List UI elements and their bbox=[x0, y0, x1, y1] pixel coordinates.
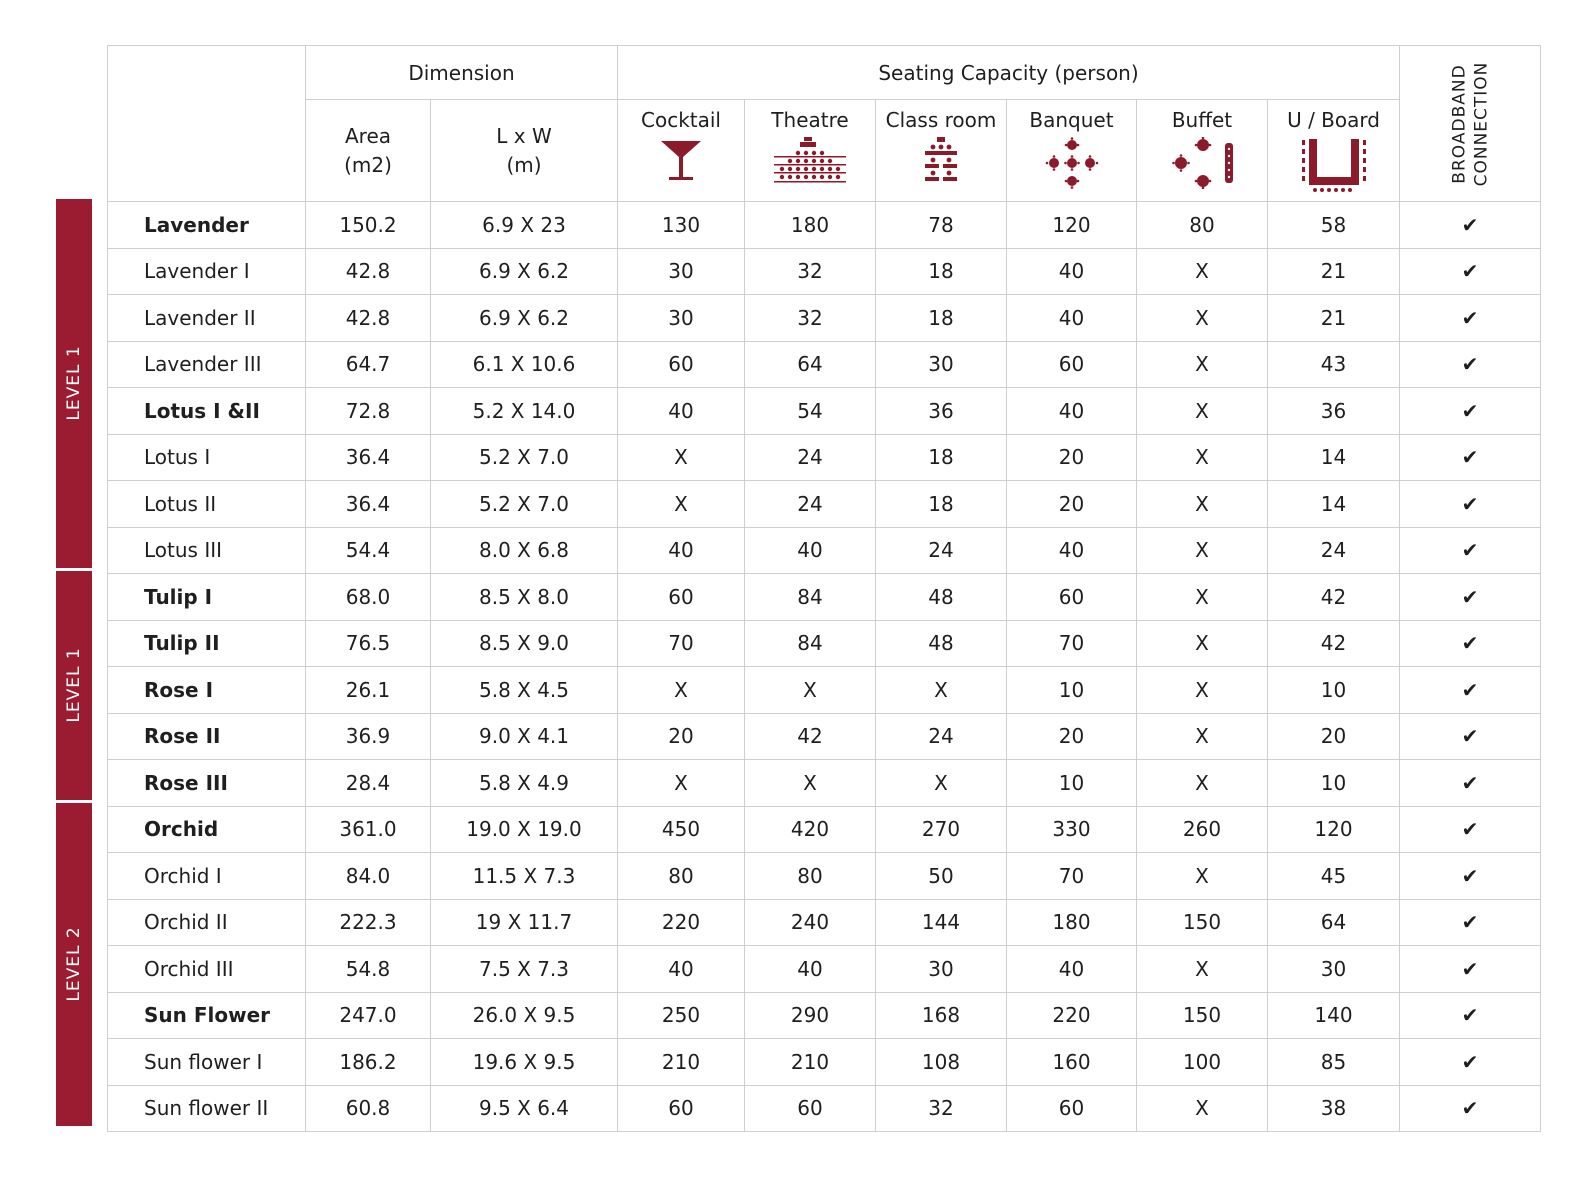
cocktail-cell: 60 bbox=[618, 341, 745, 388]
table-row bbox=[108, 248, 1541, 295]
classroom-cell: 270 bbox=[876, 806, 1007, 853]
buffet-tables-icon bbox=[1169, 137, 1235, 189]
theatre-cell: 290 bbox=[745, 992, 876, 1039]
classroom-cell: 18 bbox=[876, 434, 1007, 481]
banquet-cell: 60 bbox=[1007, 574, 1137, 621]
banquet-cell: 20 bbox=[1007, 434, 1137, 481]
classroom-cell: 48 bbox=[876, 574, 1007, 621]
cocktail-cell: 30 bbox=[618, 295, 745, 342]
theatre-cell: 80 bbox=[745, 853, 876, 900]
table-row bbox=[108, 899, 1541, 946]
cocktail-cell: 130 bbox=[618, 202, 745, 249]
room-name: Rose I bbox=[108, 667, 306, 714]
uboard-cell: 45 bbox=[1268, 853, 1400, 900]
theatre-cell: 180 bbox=[745, 202, 876, 249]
buffet-cell: 100 bbox=[1137, 1039, 1268, 1086]
banquet-cell: 60 bbox=[1007, 341, 1137, 388]
classroom-cell: 24 bbox=[876, 713, 1007, 760]
banquet-cell: 10 bbox=[1007, 760, 1137, 807]
broadband-check-icon: ✔ bbox=[1400, 574, 1541, 621]
theatre-cell: 42 bbox=[745, 713, 876, 760]
table-row bbox=[108, 760, 1541, 807]
theatre-cell: X bbox=[745, 760, 876, 807]
room-name: Lotus II bbox=[108, 481, 306, 528]
lxw-cell: 6.1 X 10.6 bbox=[431, 341, 618, 388]
theatre-cell: 60 bbox=[745, 1085, 876, 1132]
broadband-line-2: CONNECTION bbox=[1471, 61, 1492, 186]
broadband-check-icon: ✔ bbox=[1400, 620, 1541, 667]
uboard-cell: 10 bbox=[1268, 760, 1400, 807]
broadband-check-icon: ✔ bbox=[1400, 248, 1541, 295]
buffet-cell: 80 bbox=[1137, 202, 1268, 249]
classroom-cell: 48 bbox=[876, 620, 1007, 667]
room-name: Sun flower I bbox=[108, 1039, 306, 1086]
buffet-cell: 150 bbox=[1137, 899, 1268, 946]
broadband-check-icon: ✔ bbox=[1400, 899, 1541, 946]
lxw-cell: 8.0 X 6.8 bbox=[431, 527, 618, 574]
room-name: Lotus III bbox=[108, 527, 306, 574]
buffet-cell: X bbox=[1137, 1085, 1268, 1132]
table-row bbox=[108, 1085, 1541, 1132]
area-cell: 361.0 bbox=[306, 806, 431, 853]
buffet-cell: X bbox=[1137, 248, 1268, 295]
level-label: LEVEL 1 bbox=[64, 647, 84, 723]
room-name: Lavender II bbox=[108, 295, 306, 342]
lxw-cell: 9.0 X 4.1 bbox=[431, 713, 618, 760]
room-name: Orchid II bbox=[108, 899, 306, 946]
banquet-tables-icon bbox=[1042, 137, 1102, 189]
banquet-cell: 10 bbox=[1007, 667, 1137, 714]
capacity-table bbox=[107, 45, 1541, 1132]
table-row bbox=[108, 667, 1541, 714]
classroom-cell: 108 bbox=[876, 1039, 1007, 1086]
broadband-line-1: BROADBAND bbox=[1449, 63, 1470, 184]
table-row bbox=[108, 527, 1541, 574]
uboard-cell: 24 bbox=[1268, 527, 1400, 574]
cocktail-cell: 70 bbox=[618, 620, 745, 667]
area-cell: 54.8 bbox=[306, 946, 431, 993]
banquet-cell: 220 bbox=[1007, 992, 1137, 1039]
uboard-cell: 85 bbox=[1268, 1039, 1400, 1086]
area-cell: 76.5 bbox=[306, 620, 431, 667]
broadband-check-icon: ✔ bbox=[1400, 1039, 1541, 1086]
broadband-check-icon: ✔ bbox=[1400, 853, 1541, 900]
theatre-cell: 64 bbox=[745, 341, 876, 388]
broadband-check-icon: ✔ bbox=[1400, 667, 1541, 714]
table-row bbox=[108, 574, 1541, 621]
broadband-check-icon: ✔ bbox=[1400, 806, 1541, 853]
room-name: Lotus I &II bbox=[108, 388, 306, 435]
buffet-cell: X bbox=[1137, 946, 1268, 993]
theatre-cell: 210 bbox=[745, 1039, 876, 1086]
area-cell: 84.0 bbox=[306, 853, 431, 900]
classroom-cell: 24 bbox=[876, 527, 1007, 574]
area-cell: 150.2 bbox=[306, 202, 431, 249]
uboard-cell: 36 bbox=[1268, 388, 1400, 435]
banquet-cell: 160 bbox=[1007, 1039, 1137, 1086]
buffet-cell: 150 bbox=[1137, 992, 1268, 1039]
lxw-cell: 19.6 X 9.5 bbox=[431, 1039, 618, 1086]
level-bar bbox=[56, 199, 92, 568]
uboard-cell: 10 bbox=[1268, 667, 1400, 714]
area-cell: 186.2 bbox=[306, 1039, 431, 1086]
room-name: Orchid I bbox=[108, 853, 306, 900]
lxw-cell: 5.2 X 14.0 bbox=[431, 388, 618, 435]
cocktail-cell: X bbox=[618, 667, 745, 714]
lxw-cell: 5.8 X 4.9 bbox=[431, 760, 618, 807]
cocktail-cell: 40 bbox=[618, 527, 745, 574]
lxw-cell: 5.2 X 7.0 bbox=[431, 434, 618, 481]
classroom-cell: 50 bbox=[876, 853, 1007, 900]
buffet-cell: X bbox=[1137, 295, 1268, 342]
table-row bbox=[108, 1039, 1541, 1086]
area-cell: 60.8 bbox=[306, 1085, 431, 1132]
uboard-cell: 20 bbox=[1268, 713, 1400, 760]
corner-cell bbox=[108, 46, 306, 202]
room-name: Lavender bbox=[108, 202, 306, 249]
classroom-header bbox=[876, 100, 1007, 202]
classroom-cell: 18 bbox=[876, 248, 1007, 295]
room-name: Orchid bbox=[108, 806, 306, 853]
lxw-cell: 6.9 X 6.2 bbox=[431, 248, 618, 295]
theatre-cell: 54 bbox=[745, 388, 876, 435]
lxw-cell: 19.0 X 19.0 bbox=[431, 806, 618, 853]
buffet-cell: X bbox=[1137, 667, 1268, 714]
area-cell: 72.8 bbox=[306, 388, 431, 435]
lxw-cell: 7.5 X 7.3 bbox=[431, 946, 618, 993]
buffet-cell: X bbox=[1137, 760, 1268, 807]
table-row bbox=[108, 481, 1541, 528]
theatre-cell: 24 bbox=[745, 481, 876, 528]
buffet-cell: X bbox=[1137, 481, 1268, 528]
room-name: Sun Flower bbox=[108, 992, 306, 1039]
broadband-check-icon: ✔ bbox=[1400, 992, 1541, 1039]
lxw-cell: 19 X 11.7 bbox=[431, 899, 618, 946]
broadband-check-icon: ✔ bbox=[1400, 527, 1541, 574]
broadband-check-icon: ✔ bbox=[1400, 202, 1541, 249]
broadband-check-icon: ✔ bbox=[1400, 946, 1541, 993]
theatre-cell: 40 bbox=[745, 527, 876, 574]
banquet-cell: 120 bbox=[1007, 202, 1137, 249]
broadband-check-icon: ✔ bbox=[1400, 713, 1541, 760]
classroom-cell: 18 bbox=[876, 295, 1007, 342]
cocktail-label: Cocktail bbox=[641, 108, 721, 132]
level-label: LEVEL 2 bbox=[64, 926, 84, 1002]
lxw-header bbox=[431, 100, 618, 202]
level-bar bbox=[56, 803, 92, 1126]
banquet-cell: 40 bbox=[1007, 388, 1137, 435]
lxw-cell: 11.5 X 7.3 bbox=[431, 853, 618, 900]
cocktail-cell: 220 bbox=[618, 899, 745, 946]
theatre-cell: X bbox=[745, 667, 876, 714]
lxw-cell: 6.9 X 6.2 bbox=[431, 295, 618, 342]
table-row bbox=[108, 388, 1541, 435]
broadband-check-icon: ✔ bbox=[1400, 481, 1541, 528]
cocktail-header bbox=[618, 100, 745, 202]
theatre-cell: 32 bbox=[745, 295, 876, 342]
uboard-cell: 140 bbox=[1268, 992, 1400, 1039]
uboard-cell: 58 bbox=[1268, 202, 1400, 249]
banquet-cell: 20 bbox=[1007, 481, 1137, 528]
uboard-cell: 21 bbox=[1268, 248, 1400, 295]
classroom-cell: 18 bbox=[876, 481, 1007, 528]
theatre-cell: 240 bbox=[745, 899, 876, 946]
room-name: Lavender III bbox=[108, 341, 306, 388]
banquet-cell: 70 bbox=[1007, 853, 1137, 900]
room-name: Tulip II bbox=[108, 620, 306, 667]
room-name: Orchid III bbox=[108, 946, 306, 993]
room-name: Lotus I bbox=[108, 434, 306, 481]
lxw-cell: 8.5 X 9.0 bbox=[431, 620, 618, 667]
classroom-cell: X bbox=[876, 667, 1007, 714]
classroom-label: Class room bbox=[885, 108, 997, 132]
buffet-cell: X bbox=[1137, 620, 1268, 667]
seating-capacity-header: Seating Capacity (person) bbox=[618, 46, 1400, 100]
area-unit: (m2) bbox=[344, 152, 392, 177]
banquet-label: Banquet bbox=[1029, 108, 1114, 132]
room-name: Sun flower II bbox=[108, 1085, 306, 1132]
dimension-header: Dimension bbox=[306, 46, 618, 100]
room-name: Rose III bbox=[108, 760, 306, 807]
buffet-header bbox=[1137, 100, 1268, 202]
theatre-header bbox=[745, 100, 876, 202]
area-cell: 26.1 bbox=[306, 667, 431, 714]
theatre-label: Theatre bbox=[771, 108, 849, 132]
lxw-cell: 26.0 X 9.5 bbox=[431, 992, 618, 1039]
area-cell: 54.4 bbox=[306, 527, 431, 574]
cocktail-cell: 450 bbox=[618, 806, 745, 853]
room-name: Tulip I bbox=[108, 574, 306, 621]
uboard-cell: 43 bbox=[1268, 341, 1400, 388]
uboard-cell: 42 bbox=[1268, 620, 1400, 667]
classroom-cell: 32 bbox=[876, 1085, 1007, 1132]
table-row bbox=[108, 295, 1541, 342]
uboard-cell: 14 bbox=[1268, 434, 1400, 481]
buffet-cell: X bbox=[1137, 853, 1268, 900]
theatre-cell: 84 bbox=[745, 620, 876, 667]
banquet-cell: 60 bbox=[1007, 1085, 1137, 1132]
classroom-cell: 168 bbox=[876, 992, 1007, 1039]
buffet-label: Buffet bbox=[1171, 108, 1233, 132]
cocktail-cell: X bbox=[618, 434, 745, 481]
uboard-cell: 30 bbox=[1268, 946, 1400, 993]
classroom-cell: 144 bbox=[876, 899, 1007, 946]
area-cell: 64.7 bbox=[306, 341, 431, 388]
table-row bbox=[108, 713, 1541, 760]
cocktail-cell: 60 bbox=[618, 574, 745, 621]
theatre-cell: 420 bbox=[745, 806, 876, 853]
uboard-cell: 42 bbox=[1268, 574, 1400, 621]
classroom-cell: 36 bbox=[876, 388, 1007, 435]
buffet-cell: X bbox=[1137, 713, 1268, 760]
theatre-seating-icon bbox=[772, 137, 848, 187]
classroom-cell: 78 bbox=[876, 202, 1007, 249]
cocktail-cell: 80 bbox=[618, 853, 745, 900]
uboard-cell: 64 bbox=[1268, 899, 1400, 946]
table-row bbox=[108, 341, 1541, 388]
broadband-check-icon: ✔ bbox=[1400, 760, 1541, 807]
lxw-cell: 6.9 X 23 bbox=[431, 202, 618, 249]
lxw-cell: 9.5 X 6.4 bbox=[431, 1085, 618, 1132]
banquet-cell: 20 bbox=[1007, 713, 1137, 760]
area-cell: 42.8 bbox=[306, 295, 431, 342]
area-cell: 36.4 bbox=[306, 481, 431, 528]
area-header bbox=[306, 100, 431, 202]
level-bar bbox=[56, 571, 92, 801]
broadband-check-icon: ✔ bbox=[1400, 295, 1541, 342]
uboard-cell: 38 bbox=[1268, 1085, 1400, 1132]
cocktail-cell: X bbox=[618, 760, 745, 807]
room-name: Lavender I bbox=[108, 248, 306, 295]
cocktail-cell: 40 bbox=[618, 388, 745, 435]
cocktail-cell: 60 bbox=[618, 1085, 745, 1132]
uboard-cell: 14 bbox=[1268, 481, 1400, 528]
table-row bbox=[108, 434, 1541, 481]
table-row bbox=[108, 992, 1541, 1039]
buffet-cell: X bbox=[1137, 574, 1268, 621]
buffet-cell: X bbox=[1137, 434, 1268, 481]
broadband-check-icon: ✔ bbox=[1400, 388, 1541, 435]
banquet-cell: 70 bbox=[1007, 620, 1137, 667]
room-name: Rose II bbox=[108, 713, 306, 760]
uboard-cell: 120 bbox=[1268, 806, 1400, 853]
area-cell: 36.9 bbox=[306, 713, 431, 760]
banquet-cell: 40 bbox=[1007, 248, 1137, 295]
theatre-cell: 40 bbox=[745, 946, 876, 993]
buffet-cell: 260 bbox=[1137, 806, 1268, 853]
theatre-cell: 24 bbox=[745, 434, 876, 481]
level-label: LEVEL 1 bbox=[64, 345, 84, 421]
area-cell: 42.8 bbox=[306, 248, 431, 295]
u-shape-table-icon bbox=[1301, 137, 1367, 193]
banquet-cell: 40 bbox=[1007, 527, 1137, 574]
cocktail-cell: 20 bbox=[618, 713, 745, 760]
broadband-check-icon: ✔ bbox=[1400, 341, 1541, 388]
classroom-seating-icon bbox=[923, 137, 959, 187]
lxw-cell: 5.2 X 7.0 bbox=[431, 481, 618, 528]
area-cell: 28.4 bbox=[306, 760, 431, 807]
table-row bbox=[108, 202, 1541, 249]
buffet-cell: X bbox=[1137, 341, 1268, 388]
classroom-cell: 30 bbox=[876, 341, 1007, 388]
area-cell: 247.0 bbox=[306, 992, 431, 1039]
buffet-cell: X bbox=[1137, 388, 1268, 435]
table-row bbox=[108, 946, 1541, 993]
cocktail-cell: 40 bbox=[618, 946, 745, 993]
table-row bbox=[108, 620, 1541, 667]
banquet-cell: 330 bbox=[1007, 806, 1137, 853]
broadband-header bbox=[1400, 46, 1541, 202]
banquet-cell: 40 bbox=[1007, 295, 1137, 342]
uboard-label: U / Board bbox=[1287, 108, 1380, 132]
cocktail-glass-icon bbox=[659, 137, 703, 183]
broadband-check-icon: ✔ bbox=[1400, 1085, 1541, 1132]
area-cell: 36.4 bbox=[306, 434, 431, 481]
banquet-cell: 180 bbox=[1007, 899, 1137, 946]
classroom-cell: X bbox=[876, 760, 1007, 807]
theatre-cell: 84 bbox=[745, 574, 876, 621]
uboard-header bbox=[1268, 100, 1400, 202]
lxw-cell: 8.5 X 8.0 bbox=[431, 574, 618, 621]
classroom-cell: 30 bbox=[876, 946, 1007, 993]
lxw-cell: 5.8 X 4.5 bbox=[431, 667, 618, 714]
table-row bbox=[108, 853, 1541, 900]
area-cell: 68.0 bbox=[306, 574, 431, 621]
lxw-label: L x W bbox=[496, 123, 552, 148]
banquet-header bbox=[1007, 100, 1137, 202]
lxw-unit: (m) bbox=[506, 152, 542, 177]
cocktail-cell: 30 bbox=[618, 248, 745, 295]
broadband-check-icon: ✔ bbox=[1400, 434, 1541, 481]
theatre-cell: 32 bbox=[745, 248, 876, 295]
cocktail-cell: 250 bbox=[618, 992, 745, 1039]
cocktail-cell: 210 bbox=[618, 1039, 745, 1086]
uboard-cell: 21 bbox=[1268, 295, 1400, 342]
banquet-cell: 40 bbox=[1007, 946, 1137, 993]
area-label: Area bbox=[344, 123, 392, 148]
area-cell: 222.3 bbox=[306, 899, 431, 946]
table-row bbox=[108, 806, 1541, 853]
cocktail-cell: X bbox=[618, 481, 745, 528]
buffet-cell: X bbox=[1137, 527, 1268, 574]
